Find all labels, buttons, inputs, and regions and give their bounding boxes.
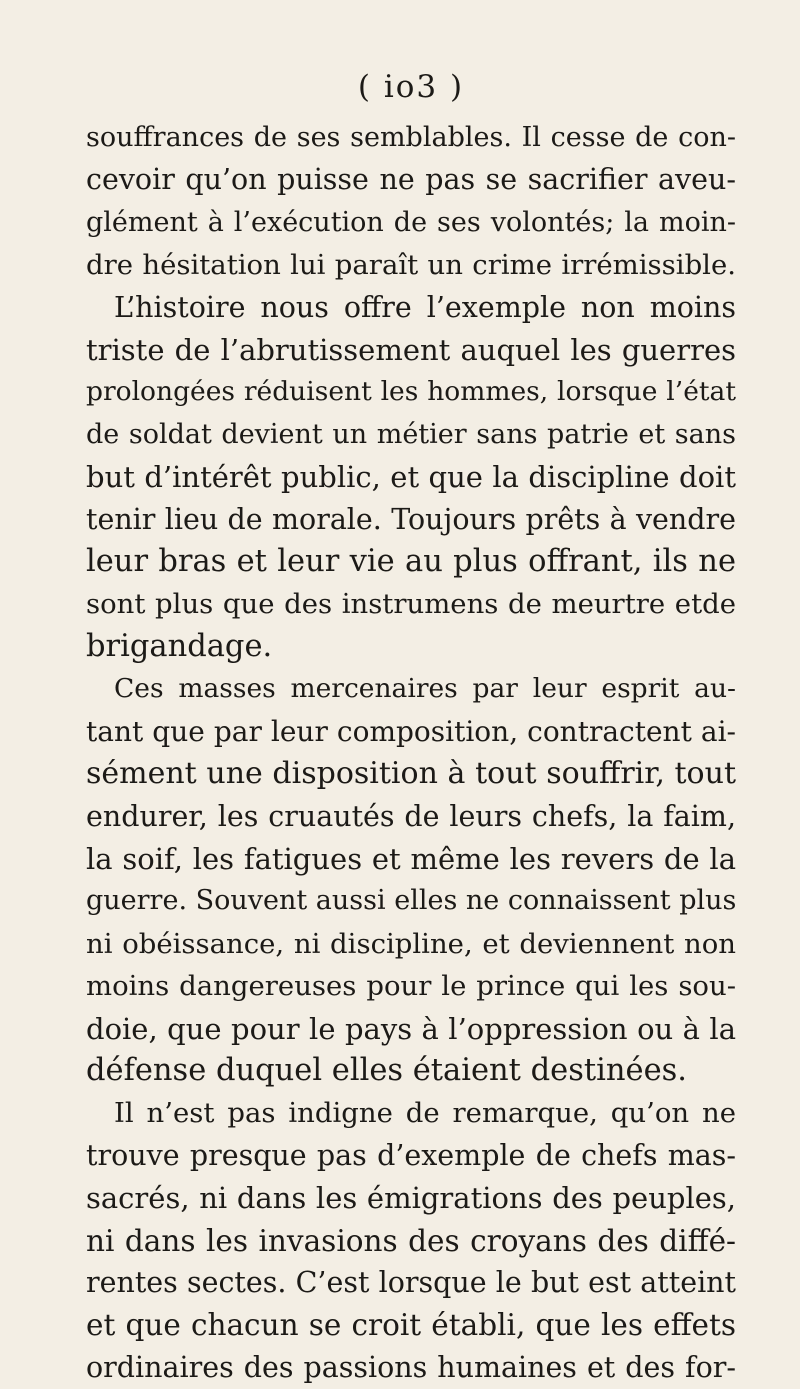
text-line: tant que par leur composition, contractent ai-	[86, 714, 736, 748]
text-line: ni obéissance, ni discipline, et deviennent non	[86, 927, 736, 960]
text-line: prolongées réduisent les hommes, lorsque l’état	[86, 376, 736, 408]
page-number: ( io3 )	[357, 69, 465, 105]
text-line: ordinaires des passions humaines et des for-	[86, 1350, 736, 1384]
text-line: tenir lieu de morale. Toujours prêts à vendre	[86, 502, 736, 536]
text-line: Ces masses mercenaires par leur esprit au-	[114, 673, 736, 705]
text-line: sacrés, ni dans les émigrations des peuples,	[86, 1181, 736, 1216]
text-line: cevoir qu’on puisse ne pas se sacrifier aveu-	[86, 163, 736, 197]
text-line: rentes sectes. C’est lorsque le but est atteint	[86, 1265, 736, 1299]
text-line: sément une disposition à tout souffrir, tout	[86, 756, 736, 792]
text-line: moins dangereuses pour le prince qui les sou-	[86, 970, 736, 1003]
text-line: et que chacun se croit établi, que les effets	[86, 1308, 736, 1343]
text-line: dre hésitation lui paraît un crime irrémissible.	[86, 249, 736, 282]
text-line: sont plus que des instrumens de meurtre etde	[86, 588, 736, 621]
text-line: endurer, les cruautés de leurs chefs, la faim,	[86, 799, 736, 833]
text-line: défense duquel elles étaient destinées.	[86, 1052, 687, 1088]
text-line: de soldat devient un métier sans patrie et sans	[86, 418, 736, 450]
text-line: glément à l’exécution de ses volontés; la moin-	[86, 206, 736, 238]
text-line: Il n’est pas indigne de remarque, qu’on ne	[114, 1097, 736, 1130]
text-line: la soif, les fatigues et même les revers de la	[86, 841, 736, 876]
text-line: but d’intérêt public, et que la discipline doit	[86, 460, 736, 495]
text-line: guerre. Souvent aussi elles ne connaissent plus	[86, 885, 737, 917]
body-text	[86, 117, 736, 1389]
text-line: brigandage.	[86, 628, 273, 664]
text-line: leur bras et leur vie au plus offrant, ils ne	[86, 544, 736, 580]
text-line: souffrances de ses semblables. Il cesse de con-	[86, 122, 736, 153]
text-line: ni dans les invasions des croyans des diffé-	[86, 1223, 736, 1258]
text-line: trouve presque pas d’exemple de chefs mas-	[86, 1138, 736, 1172]
text-line: L’histoire nous offre l’exemple non moins	[114, 290, 736, 324]
text-line: doie, que pour le pays à l’oppression ou à la	[86, 1011, 736, 1046]
text-line: triste de l’abrutissement auquel les guerres	[86, 333, 736, 368]
